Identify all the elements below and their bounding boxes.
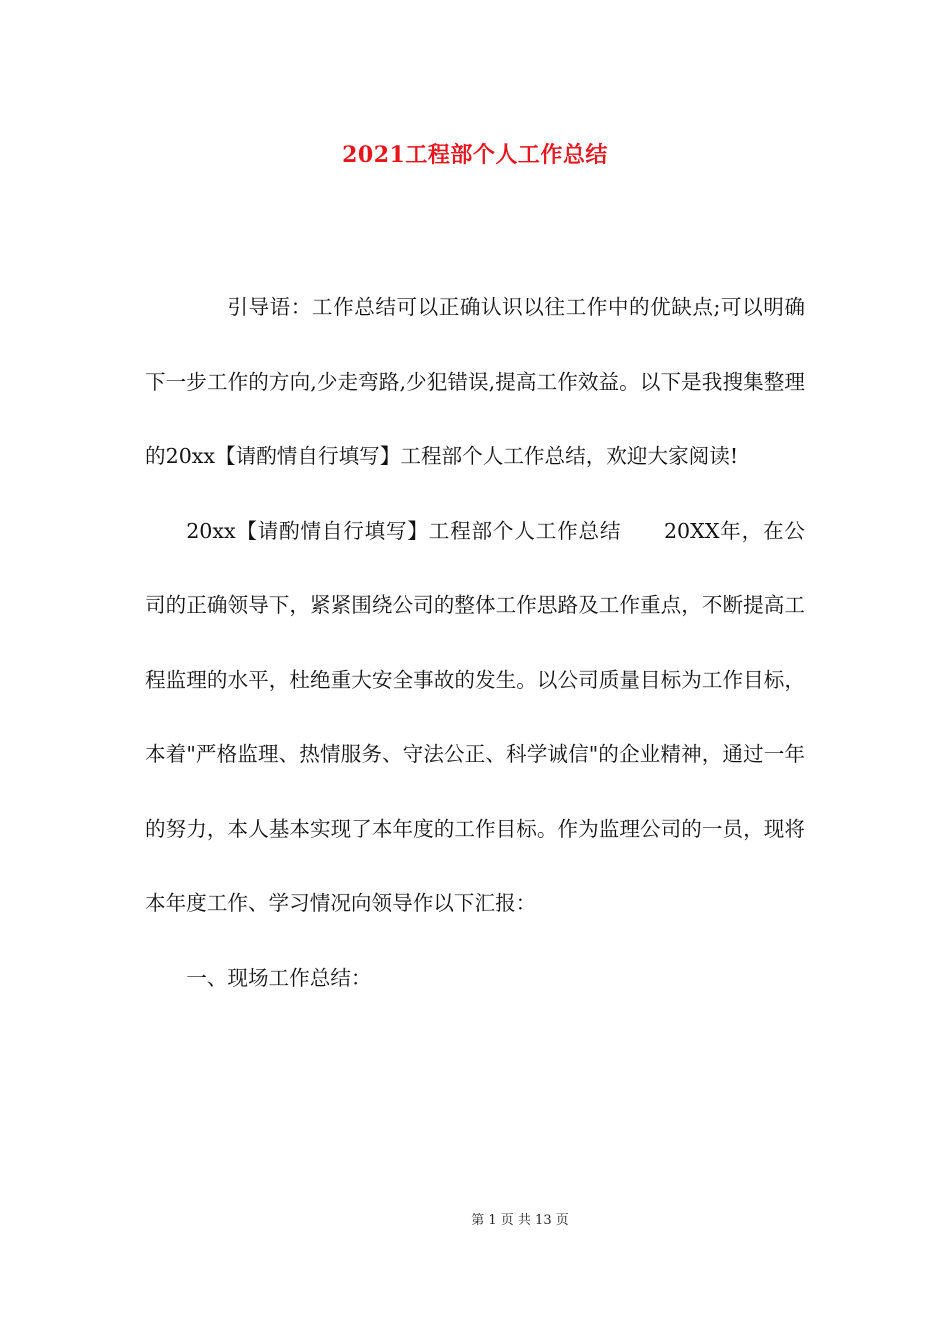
intro-paragraph: 引导语：工作总结可以正确认识以往工作中的优缺点;可以明确下一步工作的方向,少走弯路,少犯错误,提高工作效益。以下是我搜集整理的20xx【请酌情自行填写】工程部个人工作总结，欢迎大家阅读! [145,295,805,468]
summary-paragraph: 20xx【请酌情自行填写】工程部个人工作总结 20XX年，在公司的正确领导下，紧紧围绕公司的整体工作思路及工作重点，不断提高工程监理的水平，杜绝重大安全事故的发生。以公司质量目标为工作目标，本着"严格监理、热情服务、守法公正、科学诚信"的企业精神，通过一年的努力，本人基本实现了本年度的工作目标。作为监理公司的一员，现将本年度工作、学习情况向领导作以下汇报： [145,518,805,915]
document-body [145,270,805,1015]
section-heading: 一、现场工作总结： [186,965,372,990]
page-footer: 第 1 页 共 13 页 [471,1213,569,1228]
page-title: 2021工程部个人工作总结 [342,142,608,168]
